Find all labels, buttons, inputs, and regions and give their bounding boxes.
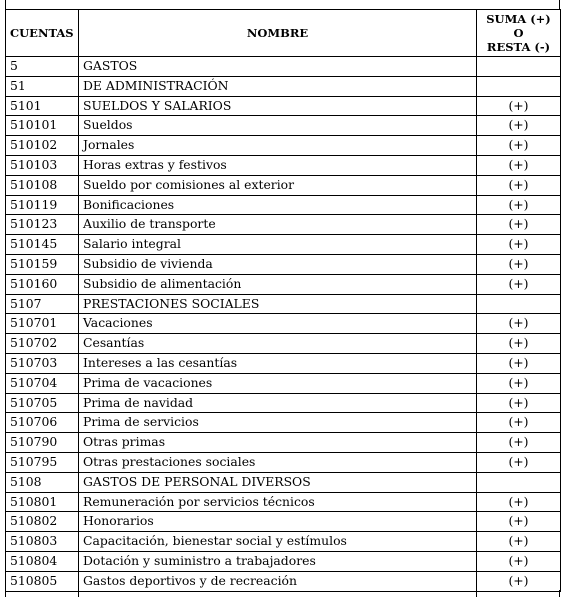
table-row [6,136,561,156]
account-code-cell: 5101 [6,96,79,116]
account-code-cell: 5 [6,57,79,77]
table-row [6,532,561,552]
account-sign-cell: (+) [477,254,561,274]
table-row [6,334,561,354]
account-sign-cell: (+) [477,274,561,294]
account-code-cell: 5108 [6,472,79,492]
account-name-cell: GASTOS DE PERSONAL DIVERSOS [79,472,477,492]
account-sign-cell: (+) [477,492,561,512]
account-code-cell: 510123 [6,215,79,235]
table-row [6,472,561,492]
account-sign-cell: (+) [477,215,561,235]
header-o-line: O [513,26,524,40]
table-row [6,433,561,453]
account-sign-cell: (+) [477,373,561,393]
account-name-cell: PRESTACIONES SOCIALES [79,294,477,314]
table-row [6,452,561,472]
header-row [6,10,561,57]
account-sign-cell: (+) [477,96,561,116]
table-row [6,215,561,235]
account-sign-cell [477,472,561,492]
table-row [6,274,561,294]
account-code-cell: 510160 [6,274,79,294]
account-name-cell: Prima de navidad [79,393,477,413]
account-name-cell: Salario integral [79,235,477,255]
account-sign-cell: (+) [477,551,561,571]
accounts-table [5,9,561,592]
account-name-cell: Otras prestaciones sociales [79,452,477,472]
account-name-cell: Dotación y suministro a trabajadores [79,551,477,571]
account-name-cell: GASTOS [79,57,477,77]
account-sign-cell: (+) [477,512,561,532]
account-name-cell: Sueldos [79,116,477,136]
account-name-cell: Gastos deportivos y de recreación [79,571,477,591]
table-row [6,512,561,532]
table-row [6,314,561,334]
account-code-cell: 510145 [6,235,79,255]
account-name-cell: Sueldo por comisiones al exterior [79,175,477,195]
account-code-cell: 510102 [6,136,79,156]
table-row [6,76,561,96]
header-suma-resta [477,10,561,57]
account-code-cell: 510701 [6,314,79,334]
account-code-cell: 510159 [6,254,79,274]
account-code-cell: 510703 [6,353,79,373]
account-sign-cell: (+) [477,393,561,413]
account-name-cell: Prima de vacaciones [79,373,477,393]
account-name-cell: Cesantías [79,334,477,354]
account-code-cell: 510108 [6,175,79,195]
column-divider [476,590,477,597]
account-sign-cell: (+) [477,334,561,354]
header-suma-line: SUMA (+) [486,12,551,26]
account-code-cell: 510704 [6,373,79,393]
header-nombre: NOMBRE [79,10,477,57]
account-code-cell: 5107 [6,294,79,314]
page-top-rule [5,0,560,9]
table-body [6,57,561,592]
table-row [6,235,561,255]
table-row [6,492,561,512]
account-code-cell: 510101 [6,116,79,136]
account-sign-cell: (+) [477,433,561,453]
account-sign-cell [477,294,561,314]
account-sign-cell: (+) [477,532,561,552]
account-code-cell: 510802 [6,512,79,532]
account-sign-cell: (+) [477,452,561,472]
account-code-cell: 510705 [6,393,79,413]
table-row [6,571,561,591]
table-header [6,10,561,57]
account-name-cell: SUELDOS Y SALARIOS [79,96,477,116]
account-sign-cell: (+) [477,235,561,255]
account-code-cell: 510702 [6,334,79,354]
account-sign-cell: (+) [477,175,561,195]
account-name-cell: Subsidio de alimentación [79,274,477,294]
account-name-cell: Intereses a las cesantías [79,353,477,373]
account-sign-cell: (+) [477,195,561,215]
account-code-cell: 510801 [6,492,79,512]
table-row [6,57,561,77]
account-code-cell: 510805 [6,571,79,591]
account-sign-cell: (+) [477,571,561,591]
account-code-cell: 510790 [6,433,79,453]
account-sign-cell [477,57,561,77]
table-row [6,155,561,175]
account-name-cell: Remuneración por servicios técnicos [79,492,477,512]
account-name-cell: Otras primas [79,433,477,453]
account-name-cell: Auxilio de transporte [79,215,477,235]
account-name-cell: DE ADMINISTRACIÓN [79,76,477,96]
column-divider [78,590,79,597]
account-name-cell: Subsidio de vivienda [79,254,477,274]
account-sign-cell [477,76,561,96]
account-code-cell: 510103 [6,155,79,175]
account-sign-cell: (+) [477,314,561,334]
account-name-cell: Bonificaciones [79,195,477,215]
account-code-cell: 510119 [6,195,79,215]
account-code-cell: 510804 [6,551,79,571]
account-code-cell: 51 [6,76,79,96]
table-row [6,294,561,314]
account-sign-cell: (+) [477,155,561,175]
table-row [6,551,561,571]
table-row [6,175,561,195]
account-name-cell: Capacitación, bienestar social y estímulos [79,532,477,552]
account-name-cell: Vacaciones [79,314,477,334]
table-row [6,413,561,433]
table-row [6,393,561,413]
account-code-cell: 510803 [6,532,79,552]
account-sign-cell: (+) [477,116,561,136]
header-resta-line: RESTA (-) [486,40,551,54]
account-sign-cell: (+) [477,353,561,373]
account-name-cell: Honorarios [79,512,477,532]
account-name-cell: Prima de servicios [79,413,477,433]
account-sign-cell: (+) [477,413,561,433]
table-row [6,116,561,136]
table-row [6,353,561,373]
table-row [6,96,561,116]
table-continuation [5,590,560,597]
header-cuentas: CUENTAS [6,10,79,57]
table-row [6,254,561,274]
account-code-cell: 510706 [6,413,79,433]
table-row [6,373,561,393]
account-code-cell: 510795 [6,452,79,472]
account-name-cell: Horas extras y festivos [79,155,477,175]
account-name-cell: Jornales [79,136,477,156]
account-sign-cell: (+) [477,136,561,156]
table-row [6,195,561,215]
